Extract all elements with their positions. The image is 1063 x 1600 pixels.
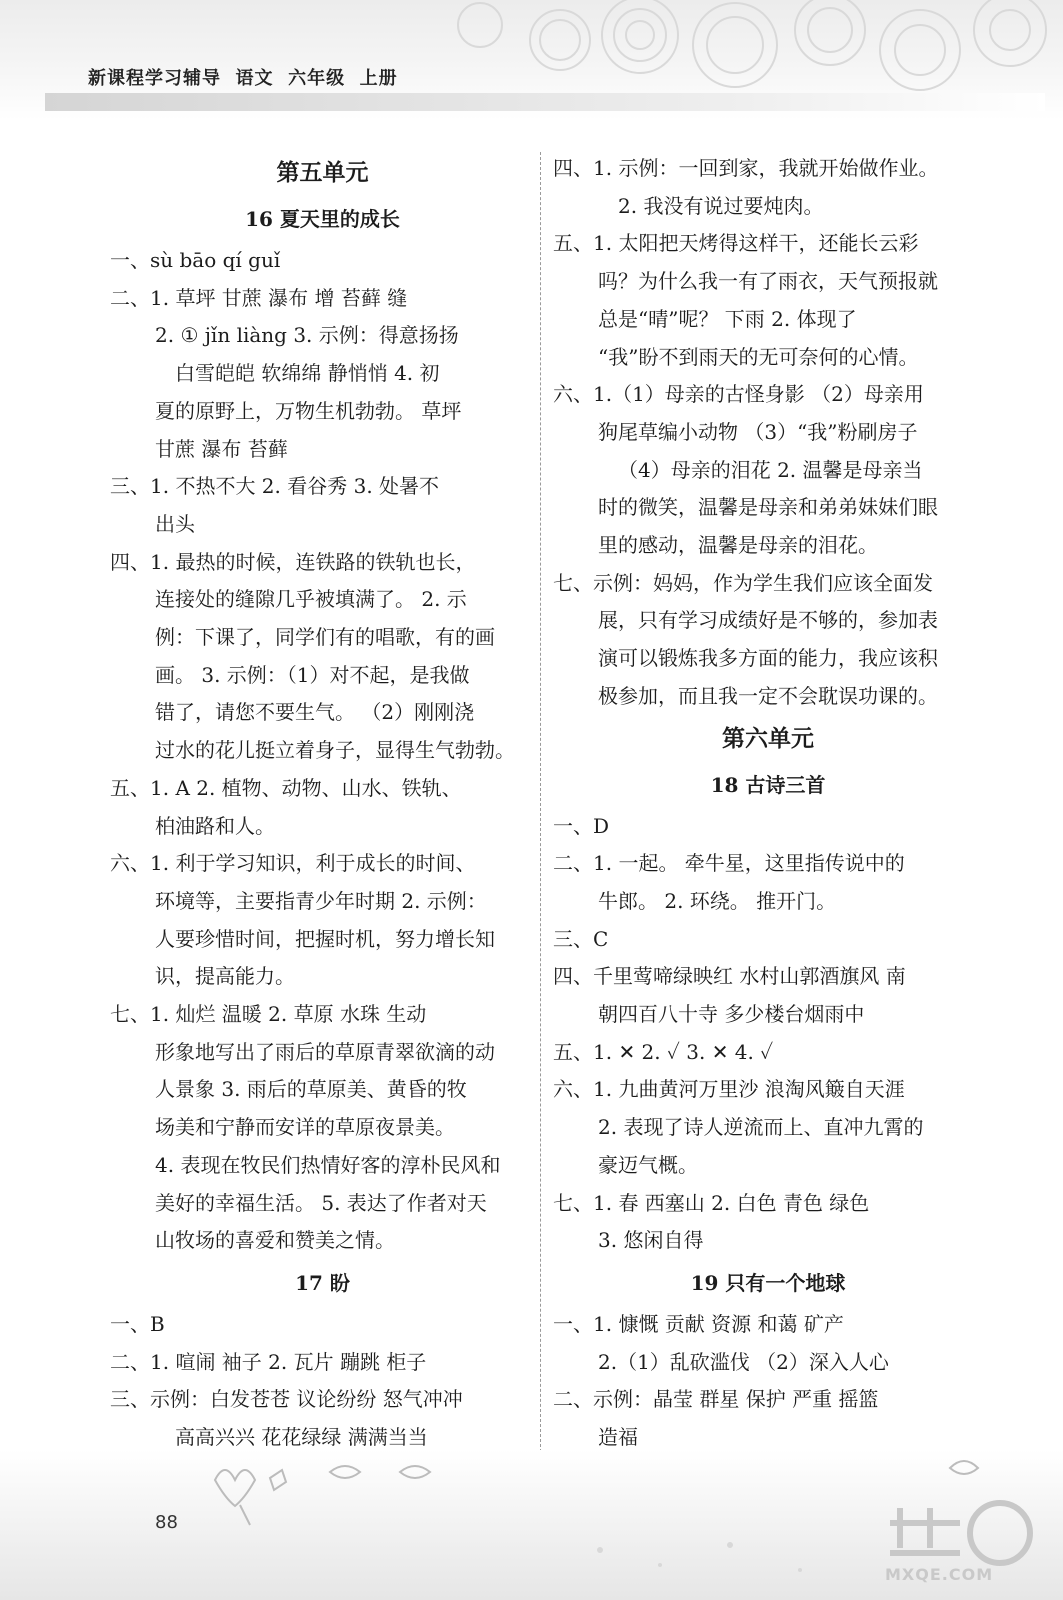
- book-title: 新课程学习辅导 语文 六年级 上册: [88, 68, 398, 89]
- answer-line: 柏油路和人。: [155, 813, 275, 838]
- answer-line: 四、千里莺啼绿映红 水村山郭酒旗风 南: [553, 964, 906, 989]
- answer-line: 甘蔗 瀑布 苔藓: [155, 436, 288, 461]
- answer-line: 时的微笑，温馨是母亲和弟弟妹妹们眼: [598, 495, 938, 520]
- answer-line: 连接处的缝隙几乎被填满了。 2. 示: [155, 587, 467, 612]
- answer-line: 七、示例：妈妈，作为学生我们应该全面发: [553, 570, 933, 595]
- answer-line: 出头: [155, 511, 195, 536]
- lesson-title: 16 夏天里的成长: [245, 207, 400, 231]
- answer-line: 七、1. 灿烂 温暖 2. 草原 水珠 生动: [110, 1002, 427, 1027]
- answer-line: 一、sù bāo qí guǐ: [110, 248, 281, 272]
- answer-line: 六、1. 利于学习知识，利于成长的时间、: [110, 851, 476, 876]
- lesson-title: 18 古诗三首: [710, 772, 826, 797]
- answer-line: 4. 表现在牧民们热情好客的淳朴民风和: [155, 1152, 501, 1177]
- answer-line: 识，提高能力。: [155, 964, 295, 989]
- answer-line: 错了，请您不要生气。 （2）刚刚浇: [155, 700, 475, 725]
- answer-line: 一、B: [110, 1311, 165, 1336]
- answer-line: 里的感动，温馨是母亲的泪花。: [598, 533, 878, 558]
- answer-line: 一、1. 慷慨 贡献 资源 和蔼 矿产: [553, 1311, 844, 1336]
- answer-line: 例：下课了，同学们有的唱歌，有的画: [155, 625, 495, 650]
- answer-line: 场美和宁静而安详的草原夜景美。: [155, 1115, 455, 1140]
- answer-line: “我”盼不到雨天的无可奈何的心情。: [598, 344, 919, 369]
- answer-line: 画。 3. 示例：（1）对不起，是我做: [155, 662, 470, 687]
- answer-line: 过水的花儿挺立着身子，显得生气勃勃。: [155, 738, 515, 763]
- answer-line: 人要珍惜时间，把握时机，努力增长知: [155, 926, 495, 951]
- answer-line: 朝四百八十寺 多少楼台烟雨中: [598, 1002, 865, 1027]
- answer-line: 夏的原野上，万物生机勃勃。 草坪: [155, 398, 462, 423]
- answer-line: 人景象 3. 雨后的草原美、黄昏的牧: [155, 1077, 467, 1102]
- lesson-title: 19 只有一个地球: [690, 1270, 846, 1295]
- answer-line: 总是“晴”呢？ 下雨 2. 体现了: [598, 306, 857, 331]
- answer-line: 七、1. 春 西塞山 2. 白色 青色 绿色: [553, 1190, 870, 1215]
- page-number: 88: [155, 1512, 178, 1533]
- answer-line: 三、1. 不热不大 2. 看谷秀 3. 处暑不: [110, 474, 440, 499]
- answer-line: 牛郎。 2. 环绕。 推开门。: [598, 888, 837, 913]
- answer-line: 六、1. 九曲黄河万里沙 浪淘风簸自天涯: [553, 1077, 905, 1102]
- left-column: [110, 150, 535, 1457]
- answer-line: 环境等，主要指青少年时期 2. 示例：: [155, 888, 487, 913]
- answer-line: 3. 悠闲自得: [598, 1228, 704, 1253]
- answer-line: 美好的幸福生活。 5. 表达了作者对天: [155, 1190, 487, 1215]
- answer-line: 2.（1）乱砍滥伐 （2）深入人心: [598, 1349, 889, 1374]
- answer-line: 展，只有学习成绩好是不够的，参加表: [598, 608, 938, 633]
- answer-line: 吗？为什么我一有了雨衣，天气预报就: [598, 269, 938, 294]
- answer-line: 二、1. 喧闹 袖子 2. 瓦片 蹦跳 柜子: [110, 1349, 427, 1374]
- answer-line: 豪迈气概。: [598, 1152, 698, 1177]
- answer-line: 2. ① jǐn liàng 3. 示例：得意扬扬: [155, 323, 459, 348]
- lesson-title: 17 盼: [295, 1270, 350, 1295]
- answer-line: 造福: [598, 1425, 638, 1450]
- answer-line: 二、1. 一起。 牵牛星，这里指传说中的: [553, 851, 905, 876]
- answer-line: 五、1. A 2. 植物、动物、山水、铁轨、: [110, 775, 462, 800]
- column-divider: [540, 152, 541, 1452]
- answer-line: 三、C: [553, 926, 609, 951]
- answer-line: 六、1.（1）母亲的古怪身影 （2）母亲用: [553, 382, 924, 407]
- answer-line: 四、1. 最热的时候，连铁路的铁轨也长，: [110, 549, 476, 574]
- answer-line: 五、1. 太阳把天烤得这样干，还能长云彩: [553, 231, 919, 256]
- answer-line: 一、D: [553, 813, 610, 838]
- answer-line: 高高兴兴 花花绿绿 满满当当: [175, 1425, 428, 1450]
- right-column: [553, 150, 983, 1457]
- answer-line: 三、示例：白发苍苍 议论纷纷 怒气冲冲: [110, 1387, 463, 1412]
- answer-line: 山牧场的喜爱和赞美之情。: [155, 1228, 395, 1253]
- answer-line: 狗尾草编小动物 （3）“我”粉刷房子: [598, 419, 918, 444]
- answer-line: 四、1. 示例：一回到家，我就开始做作业。: [553, 156, 939, 180]
- answer-line: 极参加，而且我一定不会耽误功课的。: [598, 683, 938, 708]
- header-decoration: [0, 0, 1063, 120]
- watermark-text: MXQE.COM: [885, 1565, 994, 1584]
- answer-line: 白雪皑皑 软绵绵 静悄悄 4. 初: [175, 361, 440, 386]
- answer-line: 二、1. 草坪 甘蔗 瀑布 增 苔藓 缝: [110, 285, 408, 310]
- header-rule: [45, 93, 1045, 111]
- answer-line: 二、示例：晶莹 群星 保护 严重 摇篮: [553, 1387, 879, 1412]
- answer-line: 五、1. ✕ 2. ✓ 3. ✕ 4. ✓: [553, 1039, 774, 1064]
- unit-title: 第五单元: [276, 159, 369, 186]
- answer-line: （4）母亲的泪花 2. 温馨是母亲当: [618, 457, 923, 482]
- answer-line: 形象地写出了雨后的草原青翠欲滴的动: [155, 1039, 495, 1064]
- answer-line: 2. 我没有说过要炖肉。: [618, 193, 824, 218]
- unit-title: 第六单元: [722, 724, 814, 752]
- answer-line: 演可以锻炼我多方面的能力，我应该积: [598, 646, 938, 671]
- answer-line: 2. 表现了诗人逆流而上、直冲九霄的: [598, 1115, 924, 1140]
